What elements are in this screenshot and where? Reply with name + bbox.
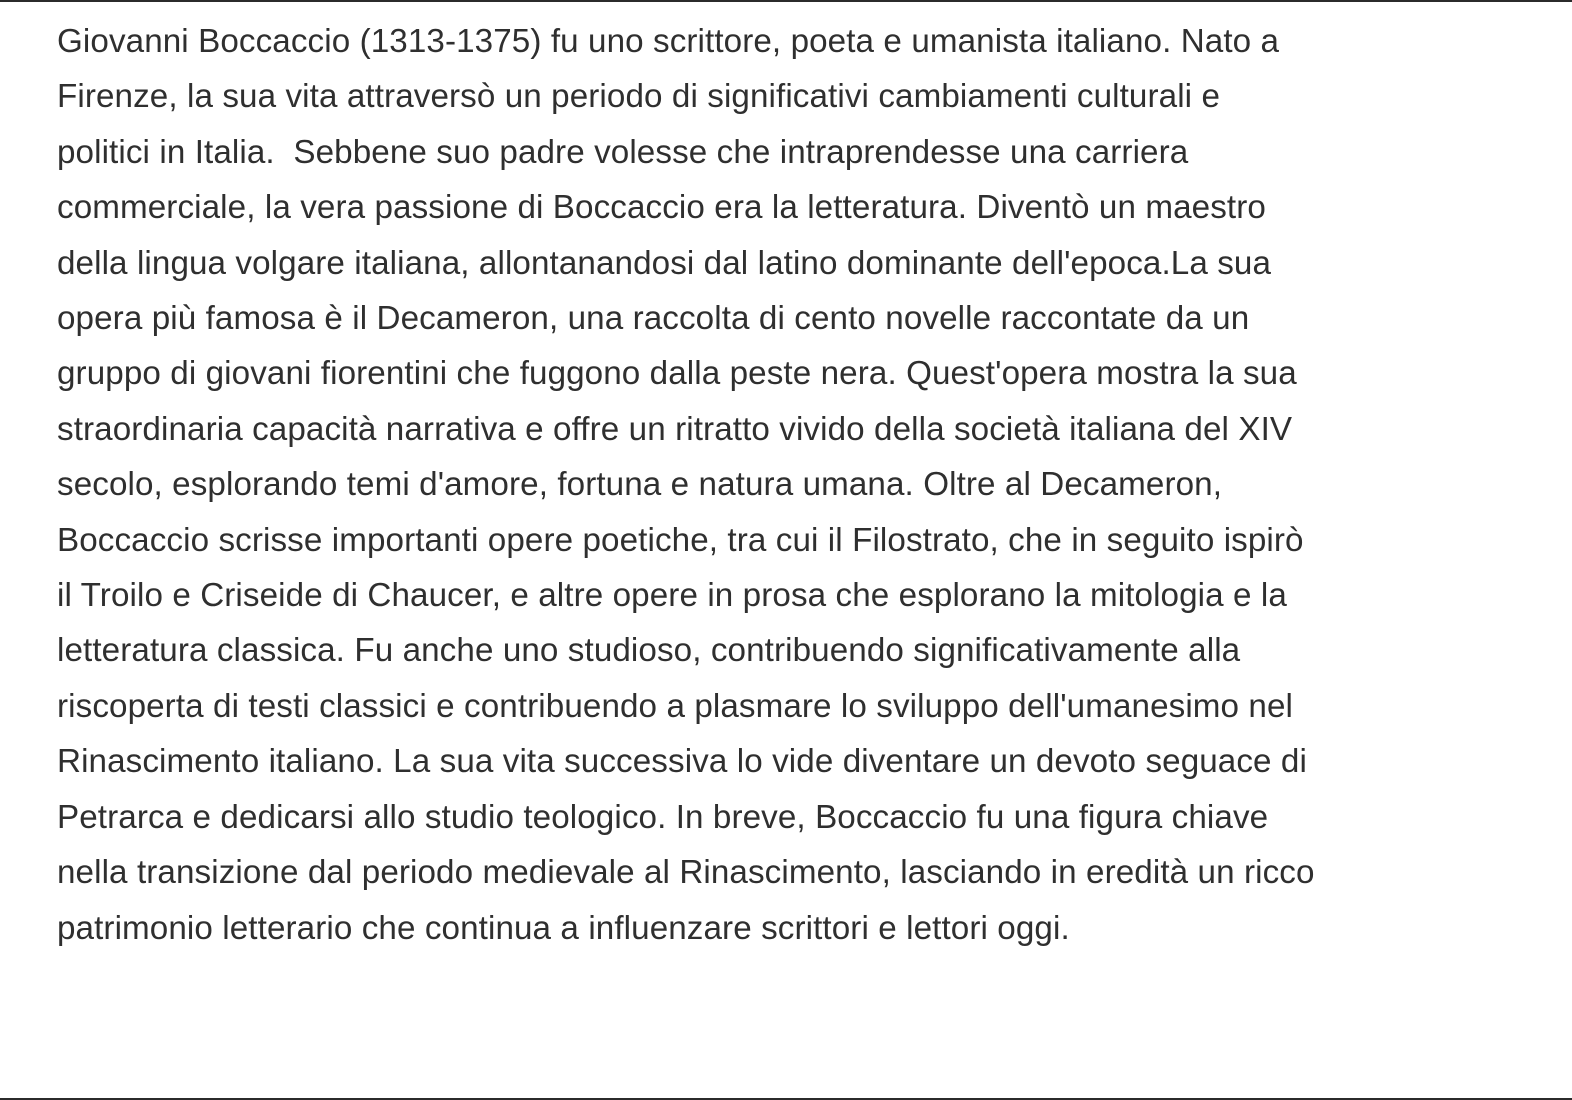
note-line: secolo, esplorando temi d'amore, fortuna e natura umana. Oltre al Decameron,	[57, 466, 1223, 504]
note-line: Firenze, la sua vita attraversò un periodo di significativi cambiamenti culturali e	[57, 78, 1221, 116]
note-line: straordinaria capacità narrativa e offre un ritratto vivido della società italiana del XIV	[57, 410, 1293, 448]
note-line: Giovanni Boccaccio (1313-1375) fu uno scrittore, poeta e umanista italiano. Nato a	[57, 23, 1280, 60]
note-line: politici in Italia. Sebbene suo padre volesse che intraprendesse una carriera	[57, 133, 1189, 171]
note-line: nella transizione dal periodo medievale al Rinascimento, lasciando in eredità un ricco	[57, 854, 1315, 892]
note-line: commerciale, la vera passione di Boccaccio era la letteratura. Diventò un maestro	[57, 189, 1266, 227]
note-line: opera più famosa è il Decameron, una raccolta di cento novelle raccontate da un	[57, 300, 1250, 338]
note-line: letteratura classica. Fu anche uno studioso, contribuendo significativamente alla	[57, 632, 1241, 670]
note-line: patrimonio letterario che continua a influenzare scrittori e lettori oggi.	[57, 909, 1070, 947]
note-line: gruppo di giovani fiorentini che fuggono dalla peste nera. Quest'opera mostra la sua	[57, 355, 1297, 393]
note-line: il Troilo e Criseide di Chaucer, e altre opere in prosa che esplorano la mitologia e la	[57, 577, 1287, 615]
note-line: della lingua volgare italiana, allontanandosi dal latino dominante dell'epoca.La sua	[57, 244, 1272, 282]
note-line: riscoperta di testi classici e contribuendo a plasmare lo sviluppo dell'umanesimo nel	[57, 687, 1294, 725]
note-body-text[interactable]	[57, 14, 1557, 956]
note-line: Rinascimento italiano. La sua vita successiva lo vide diventare un devoto seguace di	[57, 743, 1307, 781]
note-line: Petrarca e dedicarsi allo studio teologico. In breve, Boccaccio fu una figura chiave	[57, 798, 1269, 836]
note-line: Boccaccio scrisse importanti opere poetiche, tra cui il Filostrato, che in seguito ispirò	[57, 521, 1304, 559]
